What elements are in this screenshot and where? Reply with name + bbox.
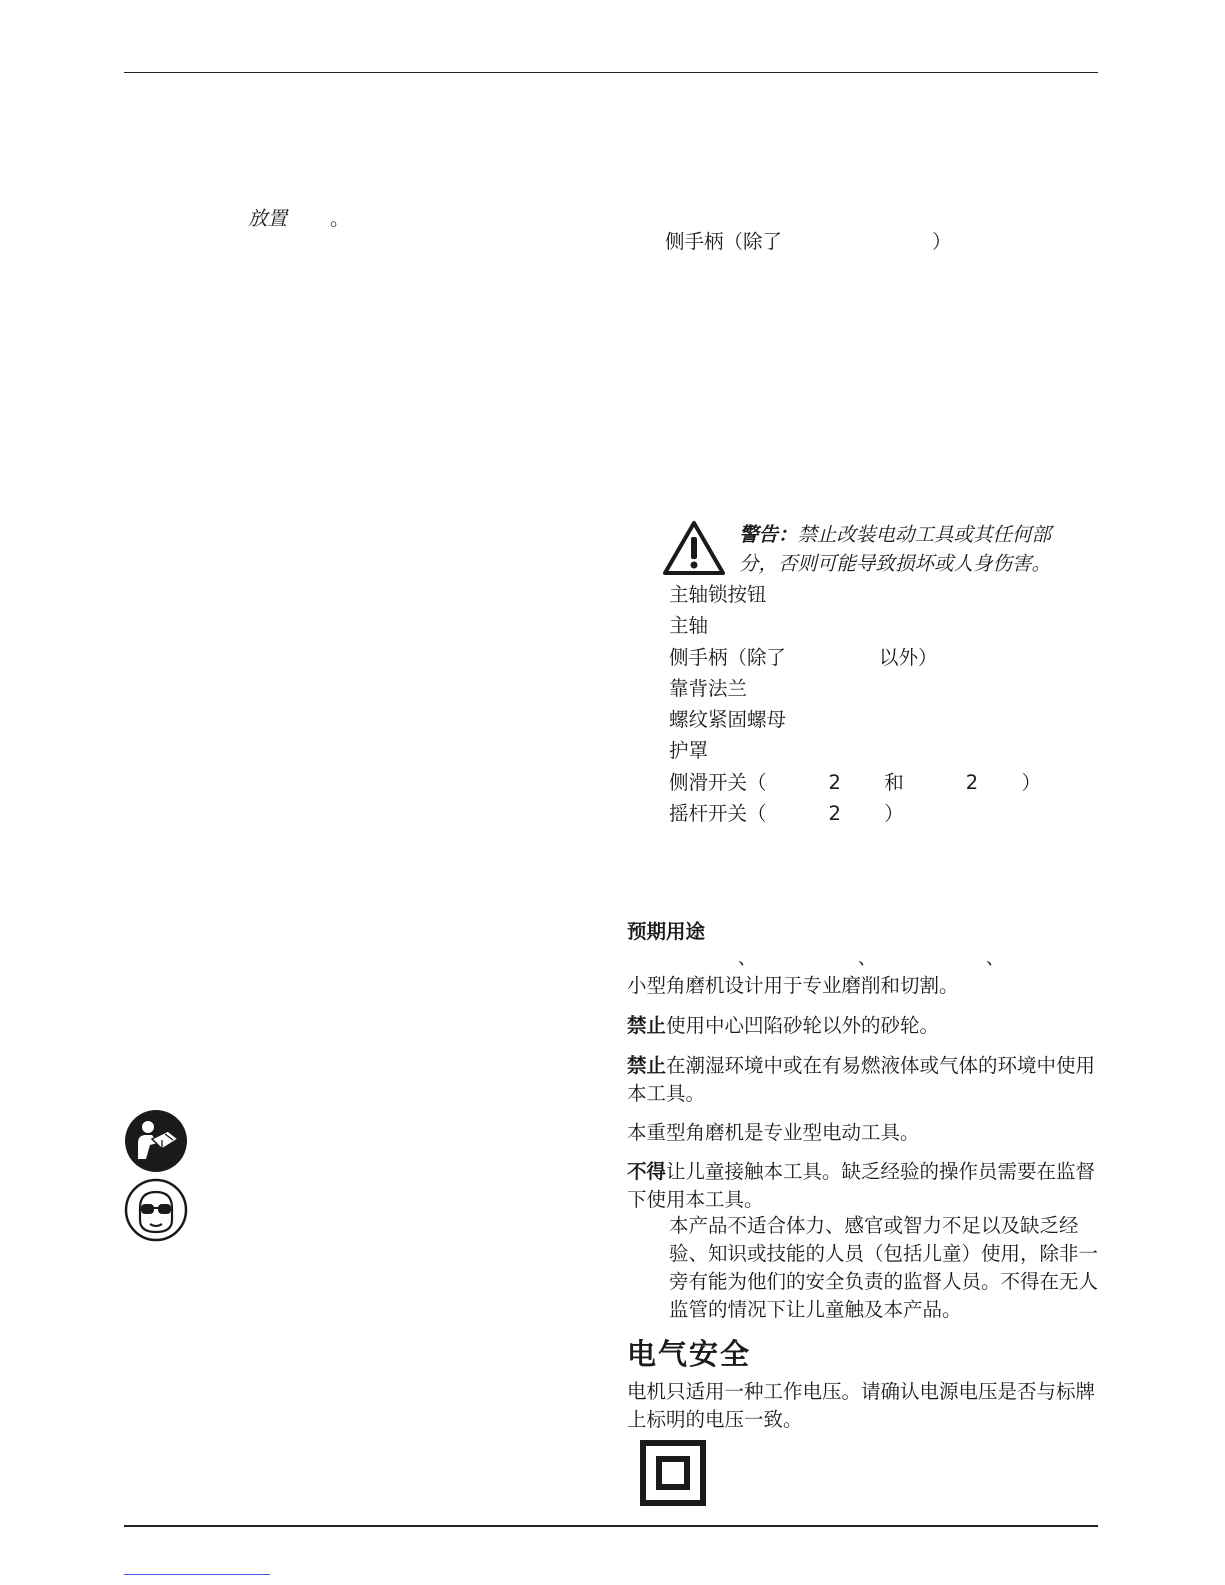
enumeration-comma: 、 [986, 948, 1004, 969]
para-text: 让儿童接触本工具。缺乏经验的操作员需要在监督下使用本工具。 [627, 1160, 1096, 1211]
parts-list-item: 靠背法兰 [669, 676, 748, 700]
read-manual-icon [124, 1109, 188, 1173]
electrical-safety-heading: 电气安全 [627, 1337, 752, 1371]
para-text: 在潮湿环境中或在有易燃液体或气体的环境中使用本工具。 [627, 1054, 1096, 1105]
para-text: 使用中心凹陷砂轮以外的砂轮。 [666, 1014, 940, 1037]
eye-protection-icon [124, 1178, 188, 1242]
placement-text: 放置 [248, 207, 288, 230]
side-handle-note-close: ） [932, 230, 952, 253]
warning-line-2: 分，否则可能导致损坏或人身伤害。 [739, 552, 1052, 575]
parts-list-item: 螺纹紧固螺母 [669, 708, 787, 732]
warning-triangle-icon [662, 520, 726, 576]
top-rule [124, 72, 1098, 73]
intended-use-note: 本产品不适合体力、感官或智力不足以及缺乏经验、知识或技能的人员（包括儿童）使用，除非一旁有能为他们的安全负责的监督人员。不得在无人监管的情况下让儿童触及本产品。 [669, 1214, 1099, 1321]
enumeration-comma: 、 [738, 948, 756, 969]
warning-line-1: 禁止改装电动工具或其任何部 [797, 523, 1052, 546]
parts-list-item: 侧滑开关（ 2 和 2 ） [669, 770, 1042, 794]
double-insulation-icon [640, 1440, 706, 1506]
intended-use-para-1: 小型角磨机设计用于专业磨削和切割。 [627, 974, 959, 997]
intended-use-para-4: 本重型角磨机是专业型电动工具。 [627, 1121, 920, 1144]
parts-list [669, 583, 1041, 833]
footer-link-underline[interactable] [124, 1574, 270, 1575]
intended-use-heading: 预期用途 [627, 920, 706, 943]
bottom-rule [124, 1525, 1098, 1527]
emphasis: 不得 [627, 1160, 667, 1183]
parts-list-item: 摇杆开关（ 2 ） [669, 802, 904, 826]
electrical-safety-text: 电机只适用一种工作电压。请确认电源电压是否与标牌上标明的电压一致。 [627, 1380, 1096, 1431]
intended-use-para-3 [627, 1052, 1097, 1108]
placement-period: 。 [330, 207, 350, 230]
parts-list-item: 侧手柄（除了 以外） [669, 645, 938, 669]
parts-list-item: 主轴 [669, 614, 709, 638]
side-handle-note: 侧手柄（除了 [665, 230, 783, 253]
intended-use-para-2 [627, 1012, 1097, 1040]
parts-list-item: 主轴锁按钮 [669, 583, 767, 606]
warning-text [739, 520, 1051, 578]
parts-list-item: 护罩 [669, 739, 709, 763]
emphasis: 禁止 [627, 1054, 667, 1077]
enumeration-comma: 、 [858, 948, 876, 969]
emphasis: 禁止 [627, 1014, 667, 1037]
intended-use-para-5 [627, 1158, 1097, 1214]
warning-label: 警告： [739, 523, 798, 546]
warning-block [666, 520, 1086, 580]
